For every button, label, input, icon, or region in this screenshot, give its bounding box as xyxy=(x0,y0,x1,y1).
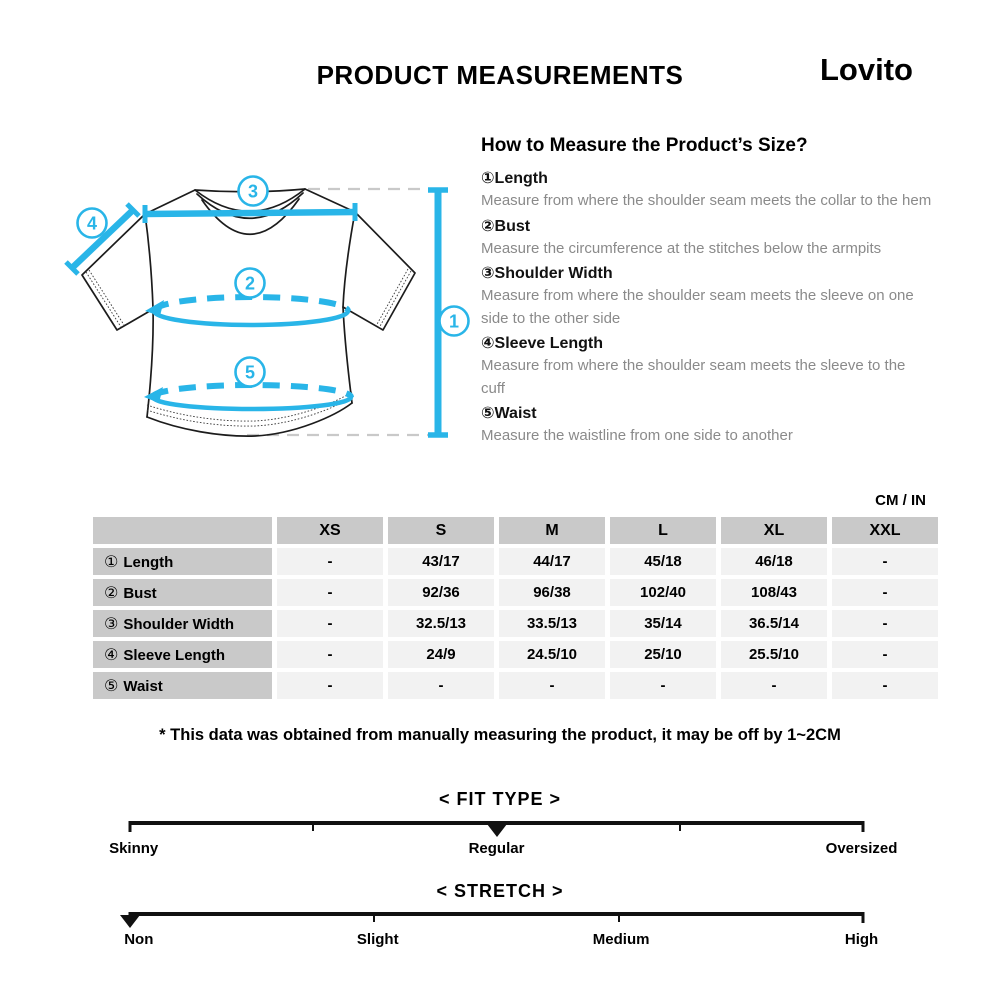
table-row-shoulder-width xyxy=(93,610,938,637)
shoulder-width-line xyxy=(145,212,355,214)
cell-value: 96/38 xyxy=(499,579,605,606)
fit-type-heading: < FIT TYPE > xyxy=(438,789,562,809)
stretch-heading: < STRETCH > xyxy=(436,881,564,901)
cell-value: 44/17 xyxy=(499,548,605,575)
page-title: PRODUCT MEASUREMENTS xyxy=(316,60,684,90)
fit-tick-three-quarter xyxy=(679,821,681,831)
item-number: ④ xyxy=(481,335,495,352)
stretch-label-non: Non xyxy=(124,931,154,948)
cell-value: - xyxy=(277,641,383,668)
stretch-label-slight: Slight xyxy=(356,931,399,948)
cell-value: 92/36 xyxy=(388,579,494,606)
brand-logo: Lovito xyxy=(820,52,913,87)
fit-label-oversized: Oversized xyxy=(825,840,898,857)
table-row-sleeve-length xyxy=(93,641,938,668)
row-label: Shoulder Width xyxy=(123,615,235,633)
cell-value: 36.5/14 xyxy=(721,610,827,637)
row-label: Waist xyxy=(123,677,163,695)
header-cell-empty xyxy=(93,517,272,544)
callout-number-1: 1 xyxy=(448,311,460,332)
item-description: Measure from where the shoulder seam meets the sleeve to the cuff xyxy=(481,357,906,397)
table-row-length xyxy=(93,548,938,575)
tshirt-measurement-diagram xyxy=(50,150,490,470)
item-description: Measure from where the shoulder seam meets the sleeve on one side to the other side xyxy=(481,287,914,327)
cell-value: - xyxy=(832,610,938,637)
stretch-marker xyxy=(120,915,140,928)
table-header-row xyxy=(93,517,938,544)
table-row-bust xyxy=(93,579,938,606)
cell-value: - xyxy=(832,641,938,668)
header-cell-xs: XS xyxy=(277,517,383,544)
cell-value: 33.5/13 xyxy=(499,610,605,637)
how-to-item-sleeve-length xyxy=(481,332,953,400)
row-label: Sleeve Length xyxy=(123,646,226,664)
unit-label: CM / IN xyxy=(875,492,926,509)
tshirt-outline xyxy=(82,189,415,436)
cell-value: 24.5/10 xyxy=(499,641,605,668)
cell-value: - xyxy=(610,672,716,699)
how-to-item-waist xyxy=(481,402,953,448)
item-number: ③ xyxy=(481,265,495,282)
row-number: ④ xyxy=(104,646,119,664)
fit-tick-quarter xyxy=(312,821,314,831)
row-number: ① xyxy=(104,553,119,571)
cell-value: 43/17 xyxy=(388,548,494,575)
header-cell-s: S xyxy=(388,517,494,544)
item-description: Measure from where the shoulder seam meets the collar to the hem xyxy=(481,192,932,209)
row-number: ⑤ xyxy=(104,677,119,695)
item-number: ① xyxy=(481,170,495,187)
cell-value: 25.5/10 xyxy=(721,641,827,668)
size-table xyxy=(88,513,943,703)
cell-value: - xyxy=(832,672,938,699)
cell-value: - xyxy=(832,548,938,575)
cell-value: - xyxy=(277,579,383,606)
cell-value: - xyxy=(499,672,605,699)
fit-label-regular: Regular xyxy=(468,840,525,857)
how-to-heading: How to Measure the Product’s Size? xyxy=(481,135,808,156)
cell-value: 32.5/13 xyxy=(388,610,494,637)
bust-ellipse xyxy=(154,311,348,325)
fit-label-skinny: Skinny xyxy=(109,840,159,857)
item-number: ② xyxy=(481,217,495,235)
cell-value: 24/9 xyxy=(388,641,494,668)
stretch-tick-third xyxy=(373,912,375,922)
how-to-item-shoulder-width xyxy=(481,262,953,330)
item-description: Measure the circumference at the stitches below the armpits xyxy=(481,239,882,257)
header-cell-l: L xyxy=(610,517,716,544)
stretch-label-medium: Medium xyxy=(592,931,650,948)
how-to-item-length xyxy=(481,167,953,213)
row-number: ② xyxy=(104,584,119,602)
item-number: ⑤ xyxy=(481,405,495,422)
cell-value: - xyxy=(277,610,383,637)
how-to-item-bust xyxy=(481,215,953,261)
cell-value: - xyxy=(277,548,383,575)
measurement-marks xyxy=(66,190,448,435)
stretch-scale xyxy=(124,912,879,952)
bust-arrow xyxy=(145,300,164,316)
callout-number-3: 3 xyxy=(247,181,259,202)
header-cell-m: M xyxy=(499,517,605,544)
header-cell-xxl: XXL xyxy=(832,517,938,544)
stretch-tick-right xyxy=(862,912,865,923)
fit-tick-right xyxy=(862,821,865,832)
how-to-section xyxy=(481,135,953,448)
table-row-waist xyxy=(93,672,938,699)
stretch-tick-two-thirds xyxy=(618,912,620,922)
callout-number-4: 4 xyxy=(86,213,98,234)
stretch-line xyxy=(130,912,863,916)
measurement-note: * This data was obtained from manually measuring the product, it may be off by 1~2CM xyxy=(159,726,841,744)
fit-tick-left xyxy=(129,821,132,832)
cell-value: 108/43 xyxy=(721,579,827,606)
stretch-label-high: High xyxy=(844,931,879,948)
fit-type-marker xyxy=(487,824,507,837)
waist-ellipse xyxy=(153,397,351,409)
cell-value: - xyxy=(277,672,383,699)
cell-value: 102/40 xyxy=(610,579,716,606)
cell-value: - xyxy=(832,579,938,606)
callout-number-5: 5 xyxy=(244,362,256,383)
row-label: Bust xyxy=(123,584,157,602)
item-description: Measure the waistline from one side to another xyxy=(481,427,793,444)
cell-value: - xyxy=(721,672,827,699)
item-name: Waist xyxy=(494,405,537,422)
cell-value: 45/18 xyxy=(610,548,716,575)
row-label: Length xyxy=(123,553,174,571)
item-name: Sleeve Length xyxy=(494,335,604,352)
cell-value: 25/10 xyxy=(610,641,716,668)
cell-value: - xyxy=(388,672,494,699)
item-name: Bust xyxy=(494,217,531,235)
callout-number-2: 2 xyxy=(244,273,256,294)
item-name: Shoulder Width xyxy=(494,265,613,282)
item-name: Length xyxy=(494,170,548,187)
leader-lines xyxy=(244,189,442,435)
row-number: ③ xyxy=(104,615,119,633)
cell-value: 46/18 xyxy=(721,548,827,575)
header-cell-xl: XL xyxy=(721,517,827,544)
cell-value: 35/14 xyxy=(610,610,716,637)
fit-type-scale xyxy=(109,821,898,861)
